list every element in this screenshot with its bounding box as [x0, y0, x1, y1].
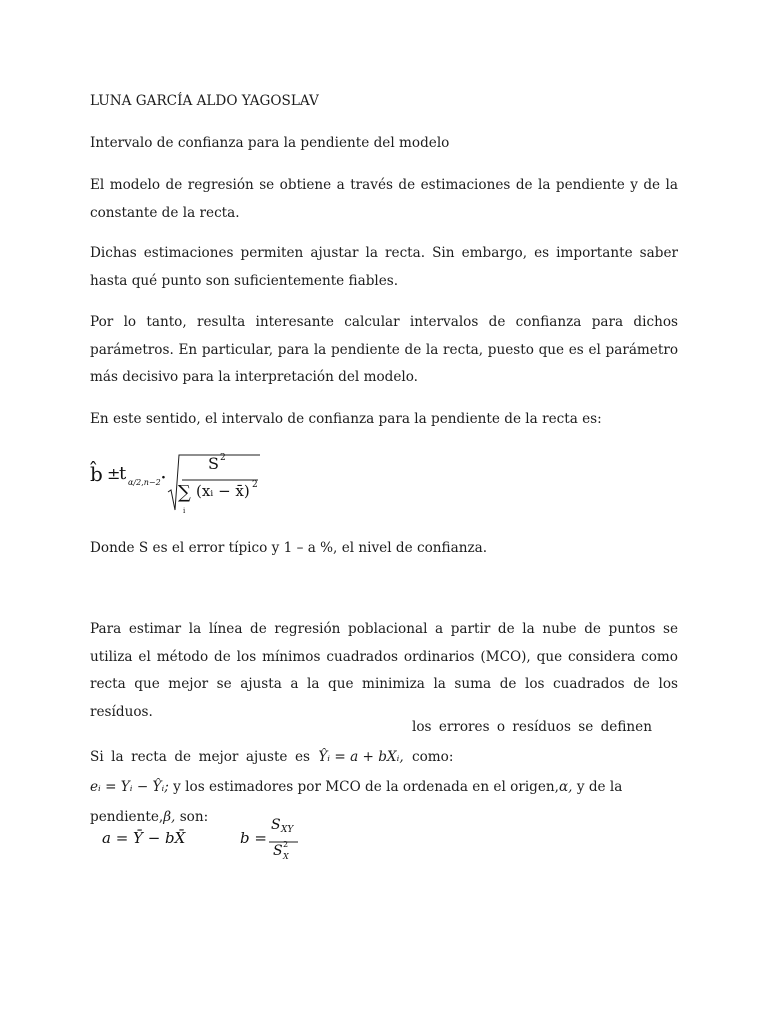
- p7-text-1: Si la recta de mejor ajuste es: [90, 749, 310, 765]
- paragraph-2: Dichas estimaciones permiten ajustar la recta. Sin embargo, es importante saber hasta qué punto son suficientemente fiables.: [90, 245, 678, 289]
- numerator-exponent: 2: [220, 453, 226, 463]
- confidence-interval-formula: [90, 450, 290, 520]
- t-subscript: α/2,n−2: [128, 478, 161, 487]
- paragraph-3: Por lo tanto, resulta interesante calcular intervalos de confianza para dichos parámetros. En particular, para la pendiente de la recta, puesto que es el parámetro más decisivo para la interpretación del modelo.: [90, 314, 678, 385]
- sum-symbol: ∑: [178, 482, 191, 503]
- p7-text-4: y de la pendiente,: [90, 779, 623, 825]
- slope-numerator: S: [271, 817, 281, 833]
- numerator-s: S: [208, 454, 219, 473]
- plus-minus-sign: ±: [107, 464, 121, 483]
- p7-text-3: y los estimadores por MCO de la ordenada en el origen,: [173, 779, 559, 795]
- slope-denominator: S: [273, 843, 283, 859]
- author-name: LUNA GARCÍA ALDO YAGOSLAV: [90, 93, 319, 109]
- denominator-exponent: 2: [252, 480, 258, 490]
- paragraph-7: [90, 712, 678, 832]
- slope-denominator-superscript: 2: [283, 840, 289, 849]
- intercept-estimator: a = Ȳ − bX̄: [102, 829, 186, 847]
- p7-text-2: los errores o resíduos se definen como:: [411, 719, 652, 765]
- deviation-term: (xᵢ − x̄): [196, 482, 250, 500]
- slope-numerator-subscript: XY: [281, 825, 294, 835]
- fit-equation: Ŷᵢ = a + bXᵢ,: [318, 749, 404, 765]
- p7-text-5: son:: [179, 809, 209, 825]
- section-title: Intervalo de confianza para la pendiente del modelo: [90, 135, 450, 151]
- slope-estimator-lhs: b =: [240, 829, 267, 847]
- beta-symbol: β,: [163, 809, 176, 825]
- paragraph-5: Donde S es el error típico y 1 – a %, el nivel de confianza.: [90, 540, 488, 556]
- t-statistic: t: [119, 463, 127, 484]
- paragraph-4: En este sentido, el intervalo de confianza para la pendiente de la recta es:: [90, 411, 602, 427]
- paragraph-1: El modelo de regresión se obtiene a través de estimaciones de la pendiente y de la constante de la recta.: [90, 177, 678, 221]
- residual-equation: eᵢ = Yᵢ − Ŷᵢ;: [90, 779, 169, 795]
- estimators-formulas: [90, 815, 390, 875]
- multiplication-dot: ·: [161, 470, 166, 486]
- slope-denominator-subscript: X: [283, 852, 289, 861]
- sum-index: i: [183, 507, 186, 515]
- paragraph-6: Para estimar la línea de regresión poblacional a partir de la nube de puntos se utiliza el método de los mínimos cuadrados ordinarios (MCO), que considera como recta que mejor se ajusta a la que minimiza la suma de los cuadrados de los resíduos.: [90, 621, 678, 720]
- alpha-symbol: α,: [559, 779, 573, 795]
- b-hat: b̂: [90, 462, 103, 486]
